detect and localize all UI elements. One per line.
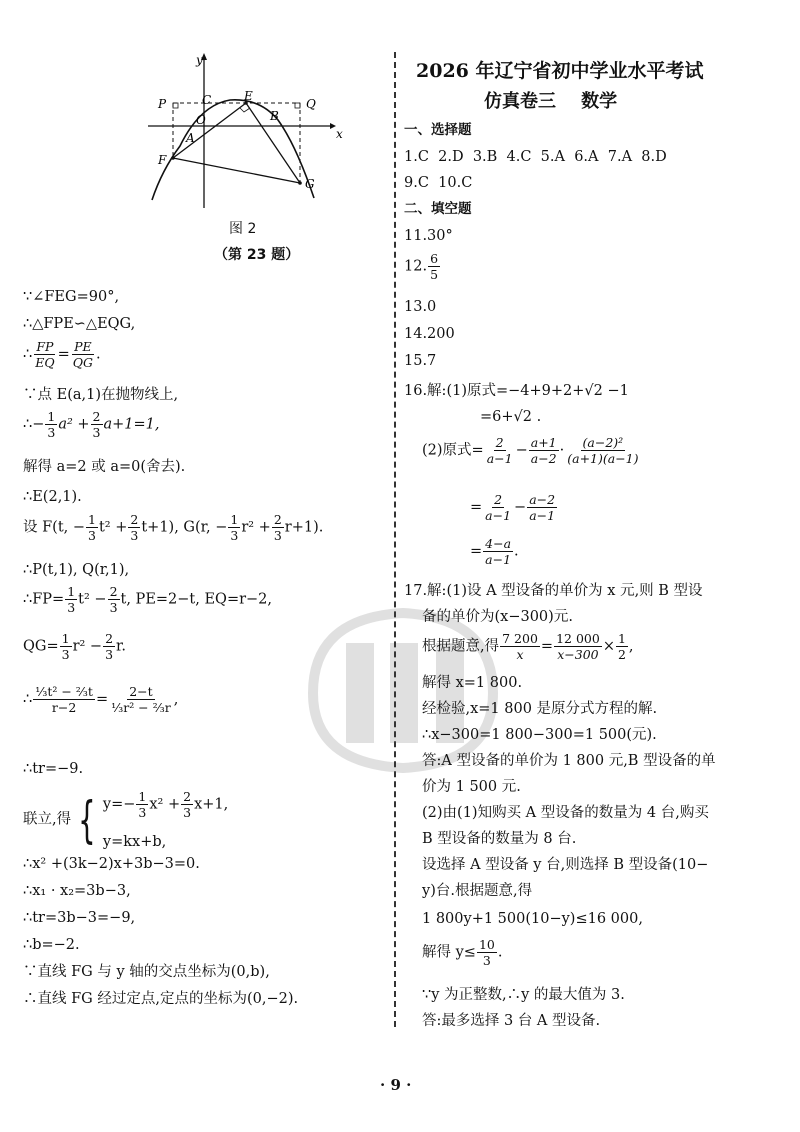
left-line-6: 解得 a=2 或 a=0(舍去).	[23, 459, 186, 475]
section-fill: 二、填空题	[404, 201, 472, 217]
choice-answers-2: 9.C 10.C	[404, 175, 473, 191]
label-P: P	[158, 97, 167, 111]
figure-caption: 图 2	[229, 221, 257, 237]
answer-17-answer1: 答:A 型设备的单价为 1 800 元,B 型设备的单	[422, 753, 716, 769]
answer-17-part2-line1: (2)由(1)知购买 A 型设备的数量为 4 台,购买	[422, 805, 709, 821]
answer-17-part2-line4: y)台.根据题意,得	[422, 883, 533, 899]
answer-11: 11.30°	[404, 228, 453, 244]
answer-17-solve: 解得 x=1 800.	[422, 675, 523, 691]
answer-12: 12. $\frac{6}{5}$	[404, 251, 439, 283]
left-line-12: ∴ $\frac{\text{⅓t² − ⅔t}}{r-2}$ = $\frac{2-t}{\text{⅓r² − ⅔r}}$ ,	[23, 684, 179, 716]
left-line-16: ∴x₁ · x₂=3b−3,	[23, 883, 131, 899]
left-line-5: ∴− $\frac{1}{3}$ a² + $\frac{2}{3}$ a+1=1,	[23, 409, 160, 441]
answer-17-final: 答:最多选择 3 台 A 型设备.	[422, 1013, 601, 1029]
label-G: G	[305, 177, 315, 191]
label-x: x	[336, 127, 343, 141]
answer-15: 15.7	[404, 353, 437, 369]
answer-16-step3: = $\frac{4-a}{a-1}$ .	[470, 536, 519, 568]
column-divider	[394, 52, 396, 1027]
left-line-13: ∴tr=−9.	[23, 761, 84, 777]
left-line-14: 联立,得 { y=− $\frac{1}{3}$ x² + $\frac{2}{3}$ x+1, y=kx+b,	[23, 789, 229, 851]
parabola-figure	[140, 50, 350, 210]
answer-17-max: ∵y 为正整数,∴y 的最大值为 3.	[422, 987, 625, 1003]
label-O: O	[196, 113, 206, 127]
left-line-10: ∴FP= $\frac{1}{3}$ t² − $\frac{2}{3}$ t, PE=2−t, EQ=r−2,	[23, 584, 273, 616]
answer-17-b-price: ∴x−300=1 800−300=1 500(元).	[422, 727, 657, 743]
left-line-7: ∴E(2,1).	[23, 489, 82, 505]
exam-subtitle: 仿真卷三 数学	[484, 91, 618, 112]
left-line-19: ∵直线 FG 与 y 轴的交点坐标为(0,b),	[23, 964, 270, 980]
page-number: · 9 ·	[380, 1076, 412, 1094]
exam-title: 2026 年辽宁省初中学业水平考试	[416, 60, 704, 82]
answer-17-line2: 备的单价为(x−300)元.	[422, 609, 573, 625]
answer-16-part1: 16.解:(1)原式=−4+9+2+√2 −1	[404, 383, 629, 399]
answer-17-inequality: 1 800y+1 500(10−y)≤16 000,	[422, 911, 643, 927]
label-E: E	[244, 89, 253, 103]
answer-16-part1-result: =6+√2 .	[480, 409, 542, 425]
answer-17-part2-line2: B 型设备的数量为 8 台.	[422, 831, 577, 847]
answer-14: 14.200	[404, 326, 455, 342]
left-line-3: ∴ $\frac{FP}{EQ}$ = $\frac{PE}{QG}$ .	[23, 339, 101, 371]
answer-17-part2-line3: 设选择 A 型设备 y 台,则选择 B 型设备(10−	[422, 857, 709, 873]
answer-13: 13.0	[404, 299, 437, 315]
answer-16-step2: = $\frac{2}{a-1}$ − $\frac{a-2}{a-1}$	[470, 492, 556, 524]
answer-17-line1: 17.解:(1)设 A 型设备的单价为 x 元,则 B 型设	[404, 583, 703, 599]
left-line-9: ∴P(t,1), Q(r,1),	[23, 562, 130, 578]
label-Q: Q	[306, 97, 316, 111]
answer-17-check: 经检验,x=1 800 是原分式方程的解.	[422, 701, 658, 717]
answer-17-answer1b: 价为 1 500 元.	[422, 779, 521, 795]
left-line-15: ∴x² +(3k−2)x+3b−3=0.	[23, 856, 200, 872]
left-line-11: QG= $\frac{1}{3}$ r² − $\frac{2}{3}$ r.	[23, 631, 126, 663]
label-A: A	[186, 131, 195, 145]
left-line-8: 设 F(t, − $\frac{1}{3}$ t² + $\frac{2}{3}$ t+1), G(r, − $\frac{1}{3}$ r² + $\frac{2}{3}$ r+1).	[23, 512, 324, 544]
answer-16-part2: (2)原式= $\frac{2}{a-1}$ − $\frac{a+1}{a-2}$ · $\frac{\text{(a−2)²}}{(a+1)(a-1)}$	[422, 435, 639, 467]
left-line-18: ∴b=−2.	[23, 937, 80, 953]
label-B: B	[270, 109, 279, 123]
label-y: y	[196, 53, 203, 67]
left-line-20: ∴直线 FG 经过定点,定点的坐标为(0,−2).	[23, 991, 299, 1007]
answer-17-solve2: 解得 y≤ $\frac{10}{3}$ .	[422, 937, 503, 969]
label-F: F	[158, 153, 167, 167]
left-line-4: ∵点 E(a,1)在抛物线上,	[23, 387, 179, 403]
left-line-17: ∴tr=3b−3=−9,	[23, 910, 136, 926]
answer-17-equation: 根据题意,得 $\frac{7 200}{x}$ = $\frac{12 000}{x-300}$ × $\frac{1}{2}$ ,	[422, 631, 634, 663]
problem-label: （第 23 题）	[214, 247, 300, 263]
choice-answers-1: 1.C 2.D 3.B 4.C 5.A 6.A 7.A 8.D	[404, 149, 667, 165]
left-line-1: ∵∠FEG=90°,	[23, 289, 120, 305]
left-line-2: ∴△FPE∽△EQG,	[23, 316, 136, 332]
label-C: C	[202, 93, 212, 107]
section-choice: 一、选择题	[404, 122, 472, 138]
